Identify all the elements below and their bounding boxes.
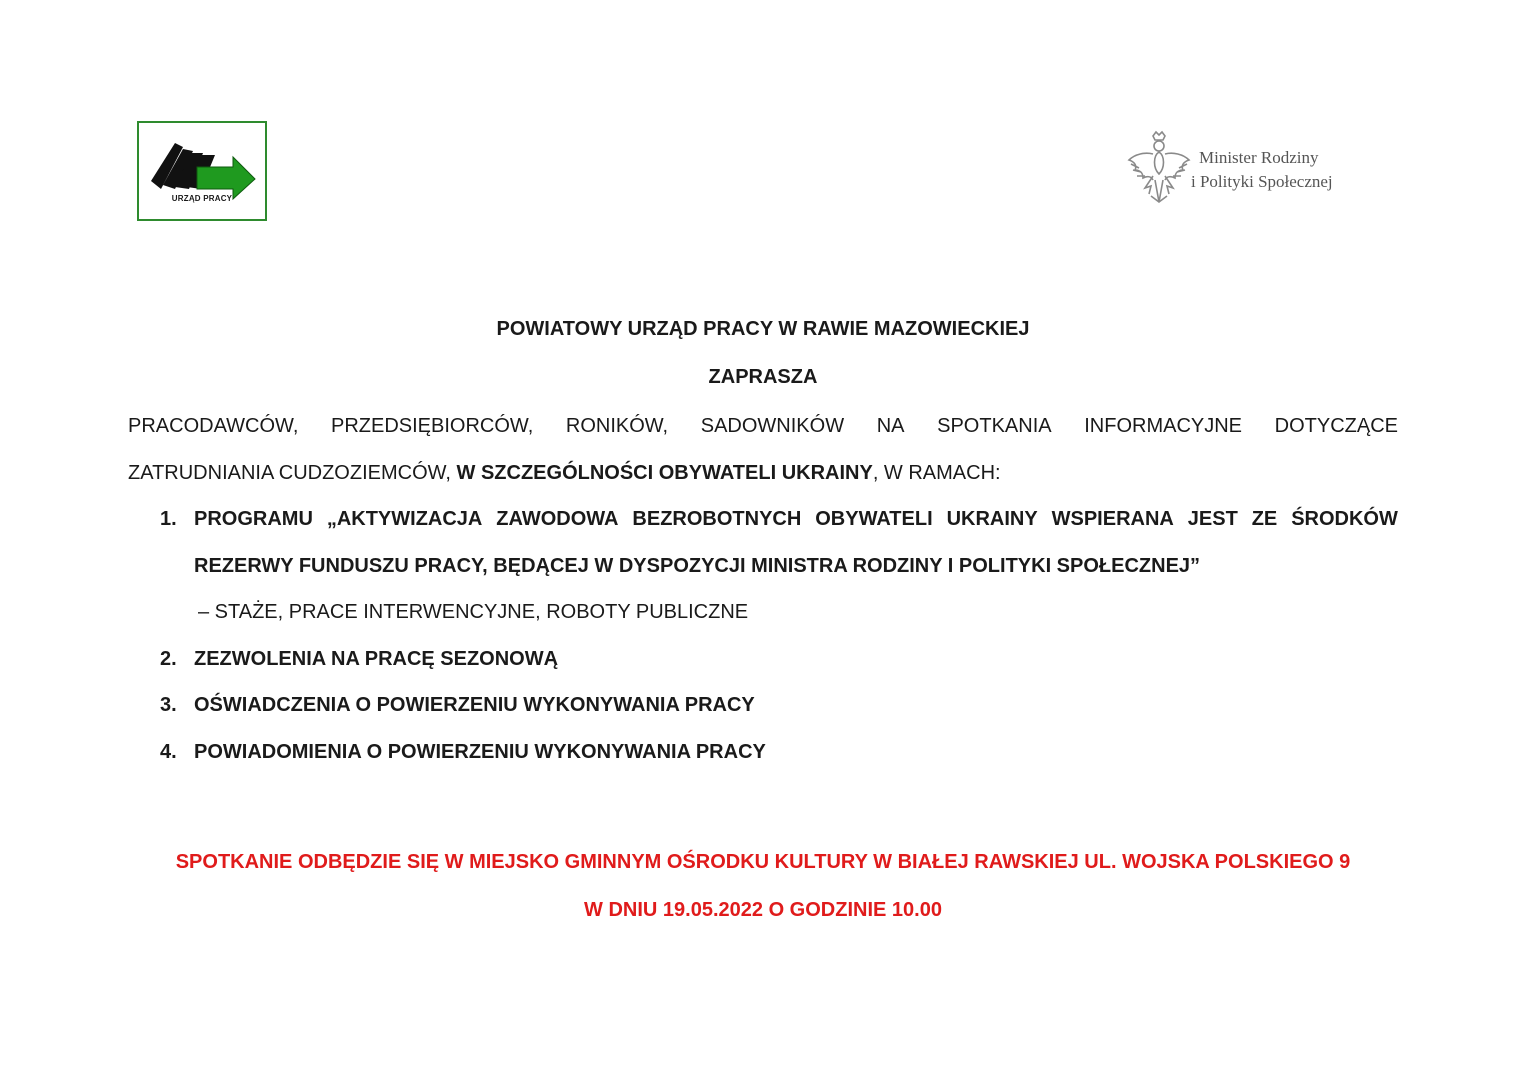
program-list bbox=[160, 496, 1398, 775]
list-item-text: POWIADOMIENIA O POWIERZENIU WYKONYWANIA PRACY bbox=[194, 740, 766, 763]
list-word: JEST bbox=[1187, 508, 1238, 530]
meeting-date: W DNIU 19.05.2022 O GODZINIE 10.00 bbox=[584, 899, 942, 921]
list-item-subtext: – STAŻE, PRACE INTERWENCYJNE, ROBOTY PUBLICZNE bbox=[198, 601, 749, 623]
list-item-line bbox=[194, 496, 1398, 543]
intro-emphasis: W SZCZEGÓLNOŚCI OBYWATELI UKRAINY bbox=[456, 462, 873, 484]
intro-text: ZATRUDNIANIA CUDZOZIEMCÓW, bbox=[128, 462, 457, 484]
ministry-logo bbox=[1127, 130, 1367, 206]
list-number: 2. bbox=[160, 647, 177, 670]
list-word: „AKTYWIZACJA bbox=[326, 508, 483, 530]
list-item bbox=[160, 682, 1398, 729]
list-word: ZE bbox=[1251, 508, 1278, 530]
logo-text: URZĄD PRACY bbox=[171, 194, 233, 203]
intro-word: SPOTKANIA bbox=[937, 415, 1052, 437]
list-item-text: ZEZWOLENIA NA PRACĘ SEZONOWĄ bbox=[194, 647, 559, 670]
meeting-location: SPOTKANIE ODBĘDZIE SIĘ W MIEJSKO GMINNYM OŚRODKU KULTURY W BIAŁEJ RAWSKIEJ UL. WOJSKA POLSKIEGO 9 bbox=[175, 851, 1351, 873]
list-word: ZAWODOWA bbox=[496, 508, 619, 530]
ministry-name-line1: Minister Rodziny bbox=[1199, 148, 1319, 167]
intro-text-end: , W RAMACH: bbox=[872, 462, 1001, 484]
intro-paragraph bbox=[128, 403, 1398, 497]
list-word: PROGRAMU bbox=[194, 508, 313, 530]
intro-word: PRACODAWCÓW, bbox=[128, 415, 299, 437]
urzad-pracy-logo-icon bbox=[139, 123, 265, 219]
list-item-text: OŚWIADCZENIA O POWIERZENIU WYKONYWANIA PRACY bbox=[194, 694, 755, 716]
list-item bbox=[160, 496, 1398, 636]
list-word: WSPIERANA bbox=[1051, 508, 1174, 530]
list-word: BEZROBOTNYCH bbox=[632, 508, 802, 530]
polish-eagle-icon bbox=[1127, 130, 1191, 206]
intro-word: SADOWNIKÓW bbox=[700, 415, 845, 437]
intro-line-1 bbox=[128, 403, 1398, 450]
intro-word: INFORMACYJNE bbox=[1084, 415, 1243, 437]
document-title: POWIATOWY URZĄD PRACY W RAWIE MAZOWIECKIEJ bbox=[496, 318, 1030, 340]
intro-word: PRZEDSIĘBIORCÓW, bbox=[331, 415, 534, 437]
list-item bbox=[160, 729, 1398, 776]
list-number: 4. bbox=[160, 740, 177, 763]
list-word: ŚRODKÓW bbox=[1291, 508, 1398, 530]
list-number: 3. bbox=[160, 694, 177, 716]
document-subtitle: ZAPRASZA bbox=[708, 366, 818, 388]
list-word: UKRAINY bbox=[946, 508, 1038, 530]
list-number: 1. bbox=[160, 508, 177, 530]
intro-word: NA bbox=[876, 415, 905, 437]
ministry-name-line2: i Polityki Społecznej bbox=[1191, 172, 1333, 191]
intro-word: DOTYCZĄCE bbox=[1274, 415, 1398, 437]
list-item-line: REZERWY FUNDUSZU PRACY, BĘDĄCEJ W DYSPOZYCJI MINISTRA RODZINY I POLITYKI SPOŁECZNEJ” bbox=[194, 554, 1201, 577]
list-item bbox=[160, 636, 1398, 683]
list-word: OBYWATELI bbox=[815, 508, 933, 530]
intro-line-2 bbox=[128, 450, 1398, 497]
urzad-pracy-logo bbox=[137, 121, 267, 221]
intro-word: RONIKÓW, bbox=[565, 415, 669, 437]
